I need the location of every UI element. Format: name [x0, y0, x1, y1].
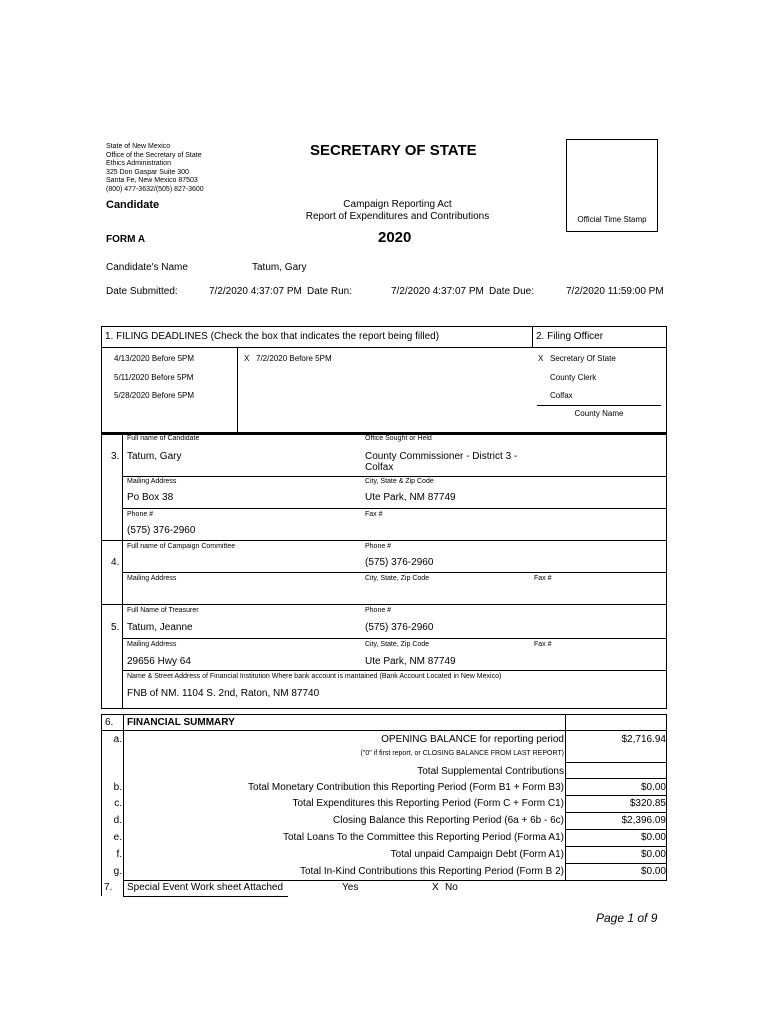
deadline-option[interactable]: 4/13/2020 Before 5PM	[114, 354, 195, 363]
agency-line: 325 Don Gaspar Suite 300	[106, 168, 189, 176]
report-year: 2020	[378, 229, 412, 246]
act-name: Campaign Reporting Act	[343, 199, 452, 210]
total-loans-value: $0.00	[640, 832, 666, 843]
committee-phone-label: Phone #	[365, 543, 392, 550]
county-name: Colfax	[550, 391, 573, 400]
opening-balance-label: OPENING BALANCE for reporting period	[381, 734, 564, 745]
treasurer-phone-label: Phone #	[365, 607, 392, 614]
page-number: Page 1 of 9	[596, 911, 658, 925]
phone-label: Phone #	[127, 511, 154, 518]
in-kind-contributions-value: $0.00	[640, 866, 666, 877]
row-letter: a.	[113, 734, 122, 745]
treasurer-phone: (575) 376-2960	[365, 622, 434, 633]
row-letter: g.	[113, 866, 122, 877]
row-letter: f.	[116, 849, 122, 860]
unpaid-debt-value: $0.00	[640, 849, 666, 860]
section-number: 3.	[111, 451, 120, 462]
date-due: 7/2/2020 11:59:00 PM	[566, 286, 664, 297]
filing-deadlines-title: 1. FILING DEADLINES (Check the box that indicates the report being filled)	[105, 331, 440, 342]
row-letter: e.	[113, 832, 122, 843]
candidate-full-name: Tatum, Gary	[127, 451, 182, 462]
mailing-address: Po Box 38	[127, 492, 174, 503]
committee-name-label: Full name of Campaign Committee	[127, 543, 236, 550]
special-event-no[interactable]: No	[445, 882, 458, 893]
date-submitted-label: Date Submitted:	[106, 286, 178, 297]
time-stamp-label: Official Time Stamp	[577, 215, 647, 224]
candidate-name-label: Candidate's Name	[106, 262, 188, 273]
treasurer-mailing: 29656 Hwy 64	[127, 656, 191, 667]
monetary-contribution-label: Total Monetary Contribution this Reporting Period (Form B1 + Form B3)	[248, 782, 564, 793]
agency-line: Santa Fe, New Mexico 87503	[106, 177, 198, 184]
fax-label: Fax #	[365, 511, 383, 518]
mailing-address-label: Mailing Address	[127, 478, 177, 485]
opening-balance-note: ("0" if first report, or CLOSING BALANCE FROM LAST REPORT)	[360, 750, 564, 757]
officer-mark[interactable]: X	[538, 354, 544, 363]
agency-line: Office of the Secretary of State	[106, 151, 202, 159]
supplemental-contributions-label: Total Supplemental Contributions	[417, 766, 564, 777]
candidate-name: Tatum, Gary	[252, 262, 307, 273]
bank-label: Name & Street Address of Financial Institution Where bank account is mantained (Bank Account Located in New Mexico)	[127, 673, 502, 680]
office-sought-line2: Colfax	[365, 462, 394, 473]
section-number: 4.	[111, 557, 120, 568]
row-letter: c.	[114, 798, 122, 809]
special-event-yes[interactable]: Yes	[342, 882, 359, 893]
committee-phone: (575) 376-2960	[365, 557, 434, 568]
total-expenditures-label: Total Expenditures this Reporting Period (Form C + Form C1)	[292, 798, 564, 809]
treasurer-name: Tatum, Jeanne	[127, 622, 193, 633]
date-run-label: Date Run:	[307, 286, 353, 297]
deadline-option[interactable]: 5/11/2020 Before 5PM	[114, 373, 194, 382]
county-name-label: County Name	[574, 409, 624, 418]
city-state-zip-label: City, State & Zip Code	[365, 478, 434, 485]
unpaid-debt-label: Total unpaid Campaign Debt (Form A1)	[390, 849, 564, 860]
committee-fax-label: Fax #	[534, 575, 552, 582]
row-letter: b.	[113, 782, 122, 793]
agency-line: Ethics Administration	[106, 160, 171, 167]
page-title: SECRETARY OF STATE	[310, 142, 477, 159]
agency-address	[106, 143, 204, 194]
committee-city-label: City, State, Zip Code	[365, 575, 430, 582]
office-sought: County Commissioner - District 3 -	[365, 451, 518, 462]
filing-officer-title: 2. Filing Officer	[536, 331, 604, 342]
form-name: FORM A	[106, 234, 146, 245]
special-event-no-mark[interactable]: X	[432, 882, 439, 893]
date-run: 7/2/2020 4:37:07 PM	[391, 286, 484, 297]
treasurer-fax-label: Fax #	[534, 641, 552, 648]
candidate-heading: Candidate	[106, 199, 160, 211]
total-expenditures-value: $320.85	[629, 798, 666, 809]
special-event-label: Special Event Work sheet Attached	[127, 882, 284, 893]
phone: (575) 376-2960	[127, 525, 196, 536]
officer-option[interactable]: Secretary Of State	[550, 354, 616, 363]
agency-line: (800) 477-3632/(505) 827-3600	[106, 185, 204, 193]
selected-deadline: 7/2/2020 Before 5PM	[256, 354, 332, 363]
agency-line: State of New Mexico	[106, 143, 171, 150]
treasurer-mailing-label: Mailing Address	[127, 641, 177, 648]
closing-balance-value: $2,396.09	[621, 815, 666, 826]
candidate-full-name-label: Full name of Candidate	[127, 435, 200, 442]
in-kind-contributions-label: Total In-Kind Contributions this Reporting Period (Form B 2)	[299, 866, 564, 877]
committee-mailing-label: Mailing Address	[127, 575, 177, 582]
treasurer-city: Ute Park, NM 87749	[365, 656, 456, 667]
opening-balance-value: $2,716.94	[621, 734, 666, 745]
section-number: 5.	[111, 622, 120, 633]
deadline-option[interactable]: 5/28/2020 Before 5PM	[114, 391, 195, 400]
treasurer-city-label: City, State, Zip Code	[365, 641, 430, 648]
date-due-label: Date Due:	[489, 286, 535, 297]
section-number: 6.	[105, 717, 114, 728]
closing-balance-label: Closing Balance this Reporting Period (6a + 6b - 6c)	[333, 815, 564, 826]
report-type: Report of Expenditures and Contributions	[305, 211, 490, 222]
city-state-zip: Ute Park, NM 87749	[365, 492, 456, 503]
monetary-contribution-value: $0.00	[640, 782, 666, 793]
office-label: Office Sought or Held	[365, 435, 432, 442]
row-letter: d.	[113, 815, 122, 826]
bank-address: FNB of NM. 1104 S. 2nd, Raton, NM 87740	[127, 688, 320, 699]
treasurer-name-label: Full Name of Treasurer	[127, 607, 199, 614]
selected-deadline-mark[interactable]: X	[244, 354, 250, 363]
financial-summary-title: FINANCIAL SUMMARY	[127, 717, 235, 728]
officer-option[interactable]: County Clerk	[550, 373, 597, 382]
section-number: 7.	[104, 882, 113, 893]
total-loans-label: Total Loans To the Committee this Reporting Period (Forma A1)	[282, 832, 564, 843]
date-submitted: 7/2/2020 4:37:07 PM	[209, 286, 302, 297]
